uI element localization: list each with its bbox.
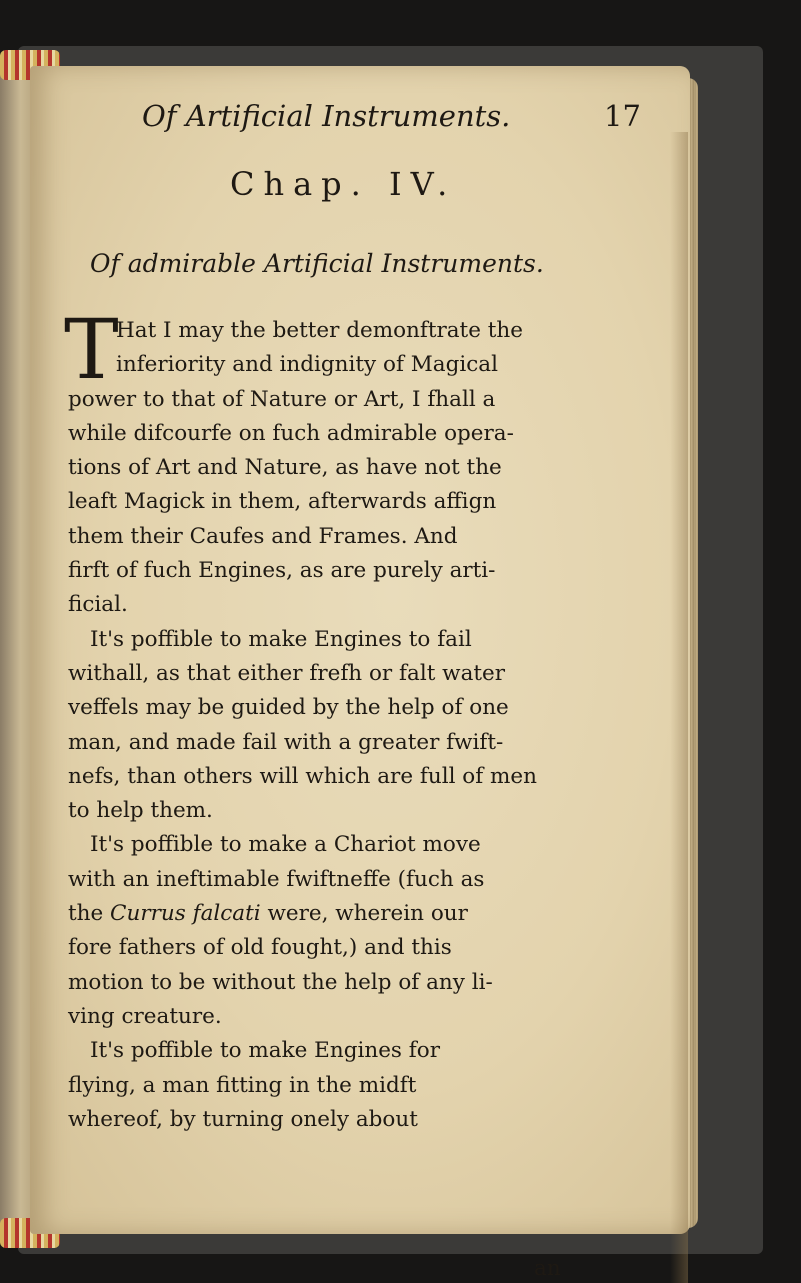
text-line: firft of fuch Engines, as are purely arti- bbox=[68, 558, 496, 584]
text-line: It's poffible to make a Chariot move bbox=[90, 832, 481, 858]
text-line: to help them. bbox=[68, 798, 213, 824]
drop-cap: T bbox=[64, 303, 119, 398]
text-line: veffels may be guided by the help of one bbox=[68, 695, 509, 721]
text-line: man, and made fail with a greater fwift- bbox=[68, 729, 504, 755]
chapter-title: Chap. IV. bbox=[230, 165, 457, 203]
body-text bbox=[64, 303, 588, 1281]
text-line: motion to be without the help of any li- bbox=[68, 969, 493, 995]
running-head-title: Of Artificial Instruments. bbox=[142, 99, 511, 133]
text-line: flying, a man fitting in the midft bbox=[68, 1072, 417, 1098]
text-line: tions of Art and Nature, as have not the bbox=[68, 455, 502, 481]
text-line: It's poffible to make Engines to fail bbox=[90, 626, 472, 652]
page-number: 17 bbox=[604, 99, 641, 133]
text-line: them their Caufes and Frames. And bbox=[68, 523, 458, 549]
text-line: withall, as that either frefh or falt water bbox=[68, 660, 506, 686]
text-line: Hat I may the better demonftrate the bbox=[116, 318, 523, 343]
text-line: power to that of Nature or Art, I fhall a bbox=[68, 386, 496, 412]
facing-page-edge bbox=[0, 60, 34, 1240]
text-segment: the bbox=[68, 901, 111, 927]
page-shadow bbox=[670, 132, 688, 1283]
text-line: ficial. bbox=[68, 592, 128, 618]
text-line: It's poffible to make Engines for bbox=[90, 1038, 440, 1064]
text-line: ving creature. bbox=[68, 1003, 222, 1029]
text-line bbox=[68, 897, 588, 931]
text-line: whereof, by turning onely about bbox=[68, 1106, 418, 1132]
text-line: nefs, than others will which are full of men bbox=[68, 763, 537, 789]
text-segment: were, wherein our bbox=[260, 901, 468, 927]
text-line: with an ineftimable fwiftneffe (fuch as bbox=[68, 866, 485, 892]
catchword: an bbox=[534, 1256, 561, 1281]
running-head bbox=[142, 96, 642, 136]
text-line: leaft Magick in them, afterwards affign bbox=[68, 489, 497, 515]
text-line: inferiority and indignity of Magical bbox=[116, 352, 498, 378]
italic-phrase: Currus falcati bbox=[110, 901, 261, 927]
text-line: fore fathers of old fought,) and this bbox=[68, 935, 452, 961]
section-title: Of admirable Artificial Instruments. bbox=[90, 249, 544, 278]
text-line: while difcourfe on fuch admirable opera- bbox=[68, 420, 514, 446]
